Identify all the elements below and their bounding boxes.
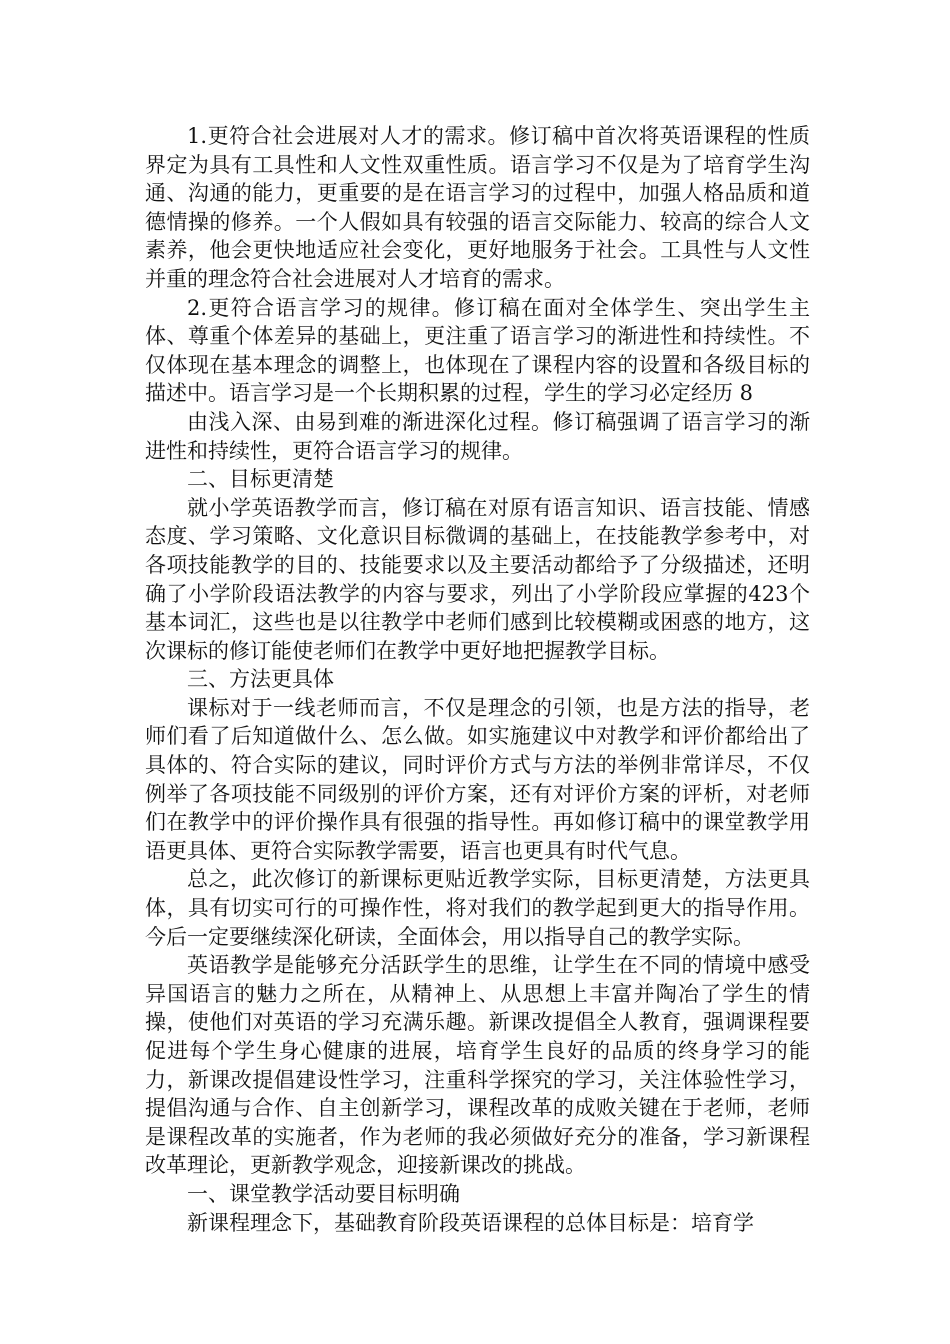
paragraph-8: 新课程理念下，基础教育阶段英语课程的总体目标是：培育学 xyxy=(187,1210,754,1235)
section-heading-3: 三、方法更具体 xyxy=(187,667,334,692)
paragraph-3: 由浅入深、由易到难的渐进深化过程。修订稿强调了语言学习的渐进性和持续性，更符合语言学习的规律。 xyxy=(145,409,810,463)
paragraph-4: 就小学英语教学而言，修订稿在对原有语言知识、语言技能、情感态度、学习策略、文化意识目标微调的基础上，在技能教学参考中，对各项技能教学的目的、技能要求以及主要活动都给予了分级描述，还明确了小学阶段语法教学的内容与要求，列出了小学阶段应掌握的423个基本词汇，这些也是以往教学中老师们感到比较模糊或困惑的地方，这次课标的修订能使老师们在教学中更好地把握教学目标。 xyxy=(145,495,810,663)
section-heading-2: 二、目标更清楚 xyxy=(187,467,334,492)
paragraph-1: 1.更符合社会进展对人才的需求。修订稿中首次将英语课程的性质界定为具有工具性和人文性双重性质。语言学习不仅是为了培育学生沟通、沟通的能力，更重要的是在语言学习的过程中，加强人格品质和道德情操的修养。一个人假如具有较强的语言交际能力、较高的综合人文素养，他会更快地适应社会变化，更好地服务于社会。工具性与人文性并重的理念符合社会进展对人才培育的需求。 xyxy=(145,124,810,291)
section-heading-1: 一、课堂教学活动要目标明确 xyxy=(187,1181,460,1206)
paragraph-7: 英语教学是能够充分活跃学生的思维，让学生在不同的情境中感受异国语言的魅力之所在，从精神上、从思想上丰富并陶冶了学生的情操，使他们对英语的学习充满乐趣。新课改提倡全人教育，强调课程要促进每个学生身心健康的进展，培育学生良好的品质的终身学习的能力，新课改提倡建设性学习，注重科学探究的学习，关注体验性学习，提倡沟通与合作、自主创新学习，课程改革的成败关键在于老师，老师是课程改革的实施者，作为老师的我必须做好充分的准备，学习新课程改革理论，更新教学观念，迎接新课改的挑战。 xyxy=(145,953,810,1178)
paragraph-6: 总之，此次修订的新课标更贴近教学实际，目标更清楚，方法更具体，具有切实可行的可操作性，将对我们的教学起到更大的指导作用。今后一定要继续深化研读，全面体会，用以指导自己的教学实际。 xyxy=(145,867,810,949)
document-body xyxy=(145,122,810,1237)
paragraph-5: 课标对于一线老师而言，不仅是理念的引领，也是方法的指导，老师们看了后知道做什么、怎么做。如实施建议中对教学和评价都给出了具体的、符合实际的建议，同时评价方式与方法的举例非常详尽，不仅例举了各项技能不同级别的评价方案，还有对评价方案的评析，对老师们在教学中的评价操作具有很强的指导性。再如修订稿中的课堂教学用语更具体、更符合实际教学需要，语言也更具有时代气息。 xyxy=(145,695,810,863)
paragraph-2: 2.更符合语言学习的规律。修订稿在面对全体学生、突出学生主体、尊重个体差异的基础上，更注重了语言学习的渐进性和持续性。不仅体现在基本理念的调整上，也体现在了课程内容的设置和各级目标的描述中。语言学习是一个长期积累的过程，学生的学习必定经历 8 xyxy=(145,295,810,406)
